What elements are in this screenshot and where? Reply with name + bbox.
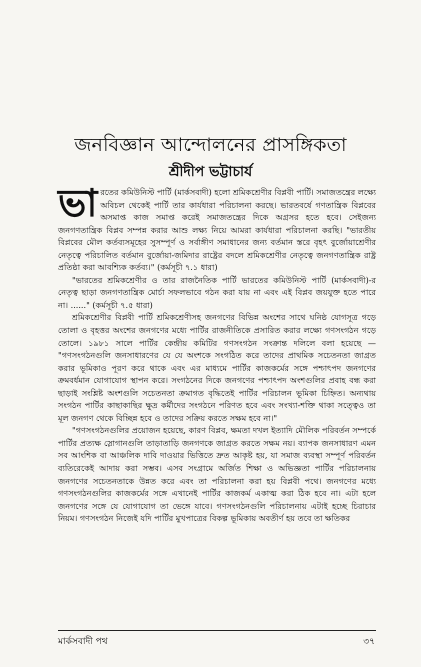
footer-rule (58, 630, 376, 631)
journal-name: মার্কসবাদী পথ (58, 637, 108, 647)
drop-cap: ভা (58, 181, 98, 225)
article-paragraph: শ্রমিকশ্রেণীর বিপ্লবী পার্টি শ্রমিকশ্রেণীসহ জনগণের বিভিন্ন অংশের সাথে ঘনিষ্ঠ যোগসূত্র গড়ে তোলা ও বৃহত্তর অংশের জনগণের মধ্যে পার্টির রাজনীতিকে প্রসারিত করার লক্ষ্যে গণসংগঠন গড়ে তোলে। ১৯৮১ সালে পার্টির কেন্দ্রীয় কমিটির গণসংগঠন সংক্রান্ত দলিলে বলা হয়েছে — "গণসংগঠনগুলি জনসাধারণের যে যে অংশকে সংগঠিত করে তাদের প্রাথমিক সচেতনতা জাগ্রত করার ভূমিকাও পূরণ করে থাকে এবং এর মাধ্যমে পার্টির কাজকর্মের সঙ্গে পশ্চাৎপদ জনগণের ক্রমবর্ধমান যোগাযোগ স্থাপন করে। সংগঠনের দিকে জনগণের পশ্চাৎপদ অংশগুলির প্রবাহ বন্ধ করা ছাড়াই সংশ্লিষ্ট অংশগুলি সচেতনতা ক্রমাগত বৃদ্ধিতেই পার্টির পরিচালন ভূমিকা চিহ্নিত। অন্যথায় সংগঠন পার্টির কাছাকাছির ক্ষুদ্র কর্মীদের সংগঠনে পরিণত হবে এবং সংখ্যা-শক্তি থাকা সত্ত্বেও তা মূল জনগণ থেকে বিচ্ছিন্ন হবে ও তাদের সক্রিয় করতে সক্ষম হবে না।" (58, 312, 376, 423)
page-number: ৩৭ (363, 637, 375, 647)
article-body (58, 181, 376, 525)
article-title: জনবিজ্ঞান আন্দোলনের প্রাসঙ্গিকতা (74, 134, 347, 156)
paragraph-text: রতের কমিউনিস্ট পার্টি (মার্কসবাদী) হলো শ্রমিকশ্রেণীর বিপ্লবী পার্টি। সমাজতন্ত্রের লক্ষ্যে অবিচল থেকেই পার্টি তার কার্যধারা পরিচালনা করছে। ভারতবর্ষে গণতান্ত্রিক বিপ্লবের অসমাপ্ত কাজ সমাপ্ত করেই সমাজতন্ত্রের দিকে অগ্রসর হতে হবে। সেইজন্য জনগণতান্ত্রিক বিপ্লব সম্পন্ন করার আশু লক্ষ্য নিয়ে আমরা কার্যধারা পরিচালনা করছি। "ভারতীয় বিপ্লবের মৌল কর্তব্যসমূহের সুসম্পূর্ণ ও সর্বাঙ্গীণ সমাধানের জন্য বর্তমান স্তরে বৃহৎ বুর্জোয়াশ্রেণীর নেতৃত্বে পরিচালিত বর্তমান বুর্জোয়া-জমিদার রাষ্ট্রের বদলে শ্রমিকশ্রেণীর নেতৃত্বে জনগণতান্ত্রিক রাষ্ট্র প্রতিষ্ঠা করা আবশ্যিক কর্তব্য।" (কর্মসূচী ৭.১ ধারা) (58, 187, 376, 273)
article-paragraph: "গণসংগঠনগুলির প্রয়োজন হয়েছে, কারণ বিপ্লব, ক্ষমতা দখল ইত্যাদি মৌলিক পরিবর্তন সম্পর্কে পার্টির প্রত্যক্ষ স্লোগানগুলি তাড়াতাড়ি জনগণকে জাগ্রত করতে সক্ষম নয়। ব্যাপক জনসাধারণ এমন সব আংশিক বা আঞ্চলিক দাবি দাওয়ার ভিত্তিতে দ্রুত আকৃষ্ট হয়, যা সমাজ ব্যবস্থা সম্পূর্ণ পরিবর্তন ব্যতিরেকেই আদায় করা সম্ভব। এসব সংগ্রামে অর্জিত শিক্ষা ও অভিজ্ঞতা পার্টির পরিচালনায় জনগণের সচেতনতাকে উন্নত করে এবং তা পরিচালনা করা হয় বিপ্লবী পথে। জনগণের মধ্যে গণসংগঠনগুলির কাজকর্মের সঙ্গে এখানেই পার্টির কাজকর্ম একাত্ম করা ঠিক হবে না। এটা হলে জনগণের সঙ্গে যে যোগাযোগ তা ভেঙ্গে যাবে। গণসংগঠনগুলি পরিচালনায় এটাই হচ্ছে চিরাচার নিয়ম। গণসংগঠন নিজেই যদি পার্টির মুখপাত্রের বিকল্প ভূমিকায় অবতীর্ণ হয় তবে তা ক্ষতিকর (58, 425, 376, 524)
article-paragraph (58, 181, 376, 274)
article-paragraph: "ভারতের শ্রমিকশ্রেণীর ও তার রাজনৈতিক পার্টি ভারতের কমিউনিস্ট পার্টি (মার্কসবাদী)-র নেতৃত্ব ছাড়া জনগণতান্ত্রিক মোর্চা সফলভাবে গঠন করা যায় না এবং এই বিপ্লব জয়যুক্ত হতে পারে না। ......" (কর্মসূচী ৭.৫ ধারা) (58, 274, 376, 310)
article-author: শ্রীদীপ ভট্টাচার্য (168, 164, 253, 180)
